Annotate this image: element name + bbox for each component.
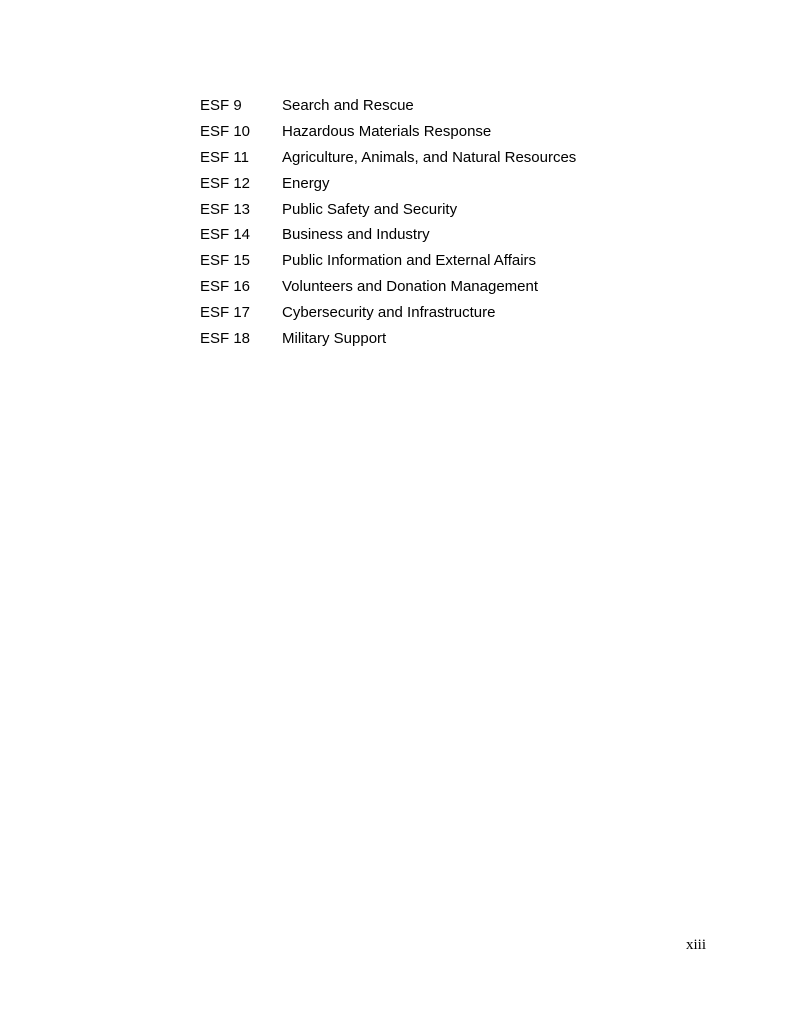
esf-item xyxy=(200,299,576,325)
esf-code: ESF 11 xyxy=(200,148,249,166)
esf-title: Cybersecurity and Infrastructure xyxy=(282,303,496,321)
esf-item xyxy=(200,274,576,300)
esf-title: Military Support xyxy=(282,329,387,347)
esf-title: Volunteers and Donation Management xyxy=(282,277,539,295)
esf-item xyxy=(200,196,576,222)
esf-title: Public Safety and Security xyxy=(282,200,458,218)
esf-code: ESF 15 xyxy=(200,252,251,270)
esf-code: ESF 9 xyxy=(200,97,242,115)
esf-title: Energy xyxy=(282,174,330,192)
esf-title: Business and Industry xyxy=(282,226,430,244)
esf-code: ESF 13 xyxy=(200,200,251,218)
esf-title: Public Information and External Affairs xyxy=(282,252,537,270)
esf-item xyxy=(200,145,576,171)
esf-item xyxy=(200,170,576,196)
esf-title: Agriculture, Animals, and Natural Resources xyxy=(282,148,577,166)
page-number: xiii xyxy=(685,937,706,953)
esf-item xyxy=(200,93,576,119)
esf-item xyxy=(200,222,576,248)
esf-list xyxy=(200,93,576,351)
esf-code: ESF 17 xyxy=(200,303,251,321)
esf-title: Hazardous Materials Response xyxy=(282,123,492,141)
esf-code: ESF 16 xyxy=(200,277,251,295)
esf-code: ESF 10 xyxy=(200,123,251,141)
esf-item xyxy=(200,325,576,351)
esf-item xyxy=(200,119,576,145)
esf-code: ESF 14 xyxy=(200,226,251,244)
esf-title: Search and Rescue xyxy=(282,97,414,115)
esf-code: ESF 18 xyxy=(200,329,251,347)
esf-code: ESF 12 xyxy=(200,174,251,192)
esf-item xyxy=(200,248,576,274)
